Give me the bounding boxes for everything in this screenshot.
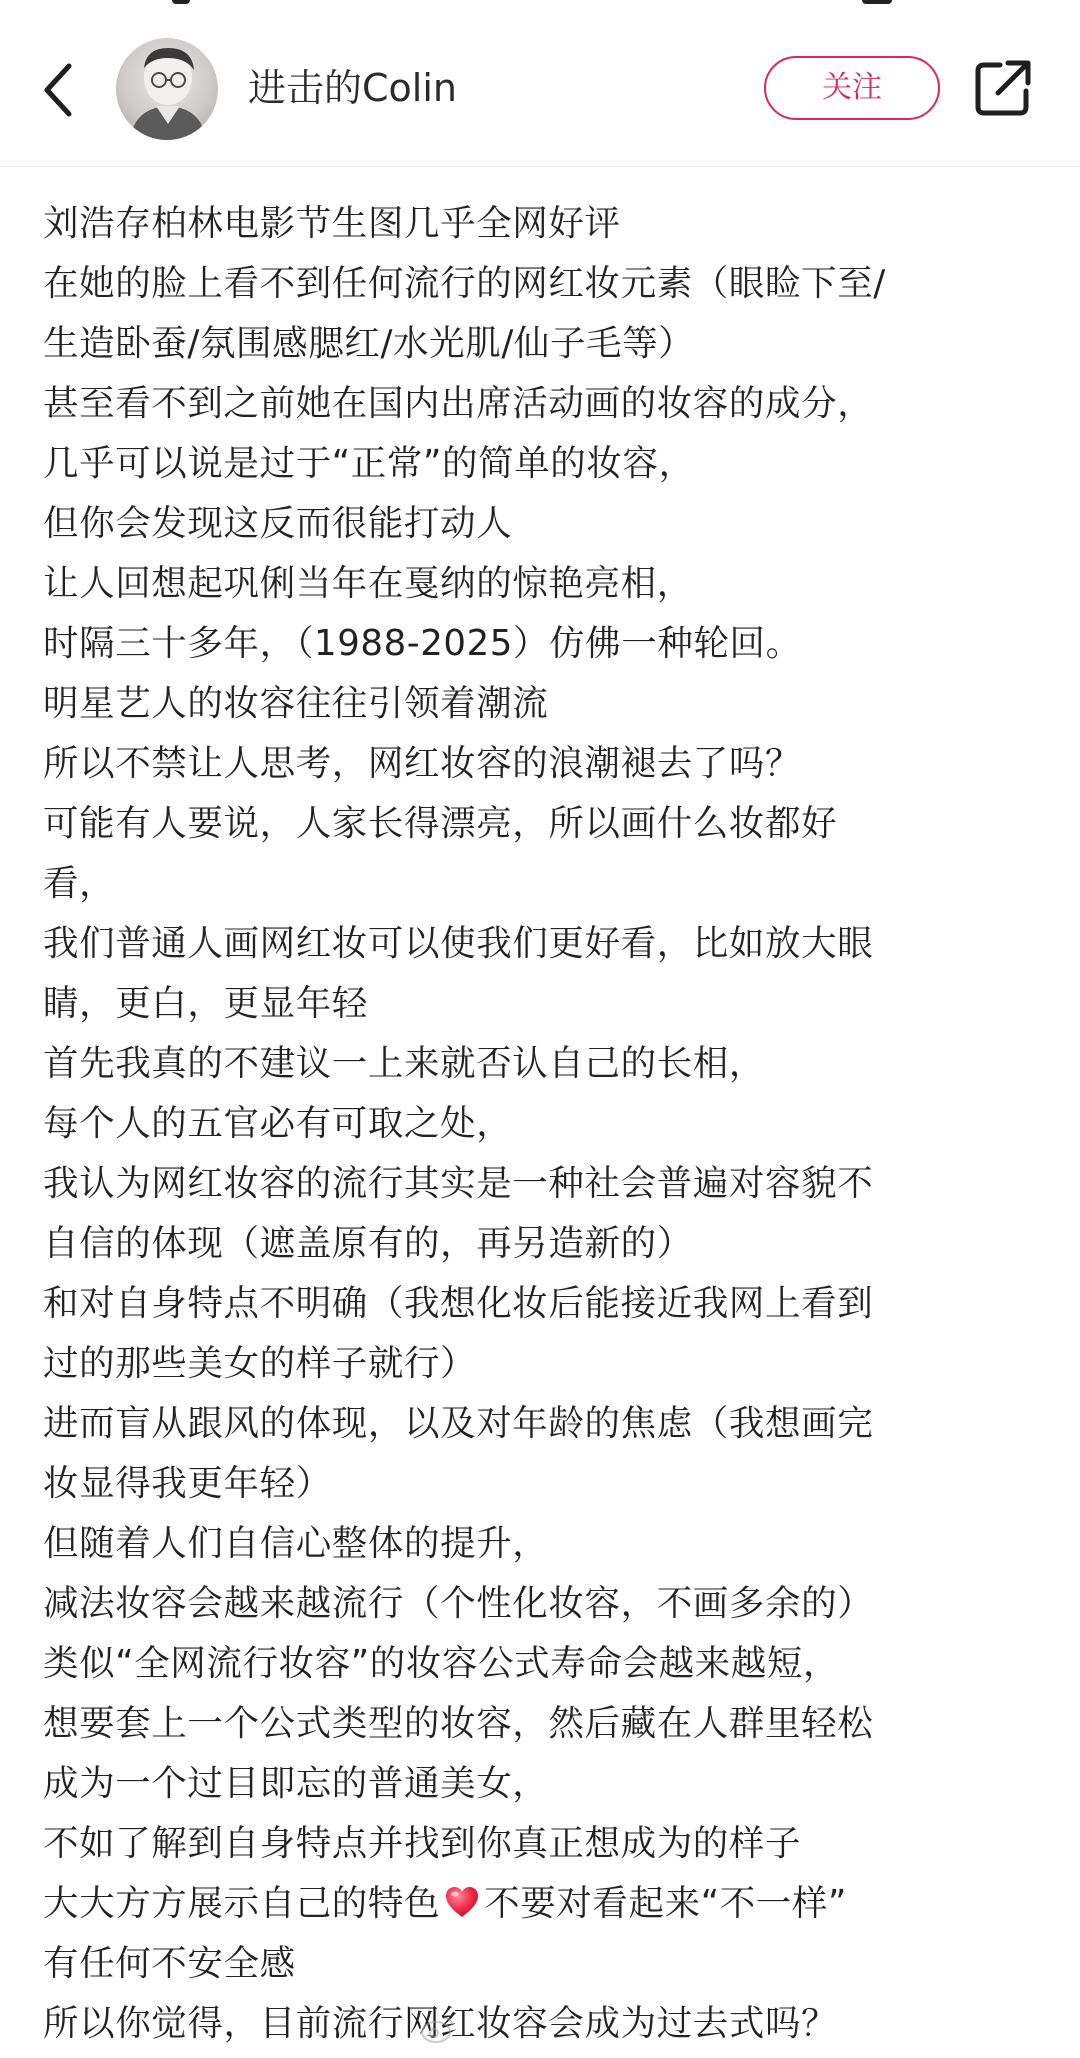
post-line: 有任何不安全感 bbox=[43, 1943, 296, 1984]
post-line-part: 大大方方展示自己的特色 bbox=[43, 1883, 441, 1924]
post-line: 可能有人要说，人家长得漂亮，所以画什么妆都好 bbox=[43, 803, 838, 844]
watermark bbox=[418, 2010, 758, 2058]
weibo-watermark-icon bbox=[418, 2010, 758, 2050]
post-line: 我认为网红妆容的流行其实是一种社会普遍对容貌不 bbox=[43, 1163, 874, 1204]
post-line: 和对自身特点不明确（我想化妆后能接近我网上看到 bbox=[43, 1283, 874, 1324]
username[interactable]: 进击的Colin bbox=[248, 66, 457, 110]
post-line: 刘浩存柏林电影节生图几乎全网好评 bbox=[43, 203, 621, 244]
post-line: 过的那些美女的样子就行） bbox=[43, 1343, 477, 1384]
post-line-with-heart bbox=[43, 1874, 1053, 1934]
post-line-part: 不要对看起来“不一样” bbox=[484, 1883, 847, 1924]
post-line: 但你会发现这反而很能打动人 bbox=[43, 503, 513, 544]
heart-emoji-icon bbox=[444, 1878, 480, 1938]
status-bar-remnant bbox=[0, 0, 1080, 8]
chevron-left-icon bbox=[41, 62, 75, 118]
post-body bbox=[43, 194, 1053, 2054]
status-battery-icon bbox=[862, 0, 892, 4]
post-line: 妆显得我更年轻） bbox=[43, 1463, 332, 1504]
post-line: 类似“全网流行妆容”的妆容公式寿命会越来越短， bbox=[43, 1643, 840, 1684]
avatar[interactable] bbox=[116, 38, 218, 140]
post-line: 想要套上一个公式类型的妆容，然后藏在人群里轻松 bbox=[43, 1703, 874, 1744]
share-button[interactable] bbox=[970, 55, 1036, 121]
top-bar bbox=[0, 0, 1080, 167]
post-line: 成为一个过目即忘的普通美女， bbox=[43, 1763, 549, 1804]
post-line: 但随着人们自信心整体的提升， bbox=[43, 1523, 549, 1564]
post-line: 所以你觉得，目前流行网红妆容会成为过去式吗？ bbox=[43, 2003, 838, 2044]
avatar-portrait-icon bbox=[116, 38, 218, 140]
post-line: 睛，更白，更显年轻 bbox=[43, 983, 368, 1024]
post-line: 每个人的五官必有可取之处， bbox=[43, 1103, 513, 1144]
post-line: 让人回想起巩俐当年在戛纳的惊艳亮相， bbox=[43, 563, 693, 604]
post-text bbox=[43, 194, 1053, 1874]
follow-button[interactable]: 关注 bbox=[764, 56, 940, 120]
post-line: 进而盲从跟风的体现，以及对年龄的焦虑（我想画完 bbox=[43, 1403, 874, 1444]
status-signal-icon bbox=[172, 0, 190, 4]
post-line: 首先我真的不建议一上来就否认自己的长相， bbox=[43, 1043, 766, 1084]
post-line: 几乎可以说是过于“正常”的简单的妆容， bbox=[43, 443, 695, 484]
post-line: 时隔三十多年，（1988-2025）仿佛一种轮回。 bbox=[43, 623, 802, 664]
post-line: 在她的脸上看不到任何流行的网红妆元素（眼睑下至/ bbox=[43, 263, 886, 304]
post-line: 自信的体现（遮盖原有的，再另造新的） bbox=[43, 1223, 693, 1264]
post-line: 生造卧蚕/氛围感腮红/水光肌/仙子毛等） bbox=[43, 323, 695, 364]
share-icon bbox=[970, 55, 1036, 121]
post-line: 所以不禁让人思考，网红妆容的浪潮褪去了吗？ bbox=[43, 743, 802, 784]
post-line: 明星艺人的妆容往往引领着潮流 bbox=[43, 683, 549, 724]
post-line: 我们普通人画网红妆可以使我们更好看，比如放大眼 bbox=[43, 923, 874, 964]
post-line: 甚至看不到之前她在国内出席活动画的妆容的成分， bbox=[43, 383, 874, 424]
post-line: 看， bbox=[43, 863, 116, 904]
post-line: 减法妆容会越来越流行（个性化妆容，不画多余的） bbox=[43, 1583, 874, 1624]
back-button[interactable] bbox=[30, 50, 86, 130]
post-line: 不如了解到自身特点并找到你真正想成为的样子 bbox=[43, 1823, 802, 1864]
